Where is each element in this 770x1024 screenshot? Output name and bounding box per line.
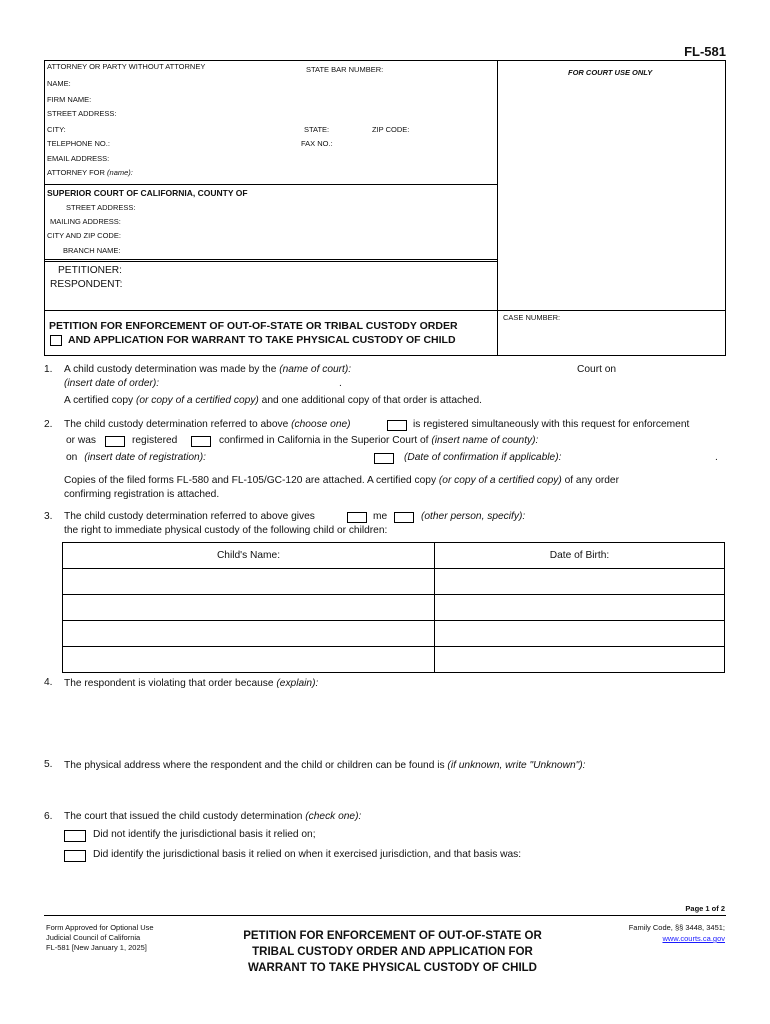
item2-copies-c: of any order: [564, 475, 619, 486]
item2-confirmed-checkbox[interactable]: [191, 436, 211, 447]
child-dob-cell[interactable]: [435, 621, 725, 647]
item2-confirm-date-hint: (Date of confirmation if applicable):: [404, 452, 562, 463]
name-label: NAME:: [47, 79, 71, 88]
form-id: FL-581: [684, 44, 726, 59]
item2-copies-b: (or copy of a certified copy): [438, 475, 562, 486]
item1-copy-a: A certified copy: [64, 395, 134, 406]
footer-approved-2: Judicial Council of California: [46, 933, 141, 942]
item2-copies-a: Copies of the filed forms FL-580 and FL-105/GC-120 are attached. A certified copy: [64, 475, 437, 486]
footer-approved-1: Form Approved for Optional Use: [46, 923, 154, 932]
item5-lead: The physical address where the respondent and the child or children can be found is: [64, 760, 445, 771]
child-dob-header: Date of Birth:: [435, 543, 725, 569]
item3-me-label: me: [373, 511, 388, 522]
caption-right-border: [725, 60, 726, 356]
item6-lead: The court that issued the child custody determination: [64, 811, 303, 822]
item6-hint: (check one):: [305, 811, 362, 822]
item2-copies-d: confirming registration is attached.: [64, 489, 220, 500]
form-title-line1: PETITION FOR ENFORCEMENT OF OUT-OF-STATE OR TRIBAL CUSTODY ORDER: [49, 320, 458, 332]
footer-title-line3: WARRANT TO TAKE PHYSICAL CUSTODY OF CHILD: [247, 962, 537, 974]
court-street-label: STREET ADDRESS:: [66, 203, 136, 212]
attorney-label: ATTORNEY OR PARTY WITHOUT ATTORNEY: [47, 62, 206, 71]
title-checkbox[interactable]: [50, 335, 62, 346]
attorney-for-text: ATTORNEY FOR: [47, 168, 105, 177]
item1-date-hint: (insert date of order):: [64, 378, 160, 389]
item2-text-b: is registered simultaneously with this request for enforcement: [413, 419, 690, 430]
item1-period: .: [339, 378, 342, 389]
child-name-header: Child's Name:: [63, 543, 435, 569]
item5-hint: (if unknown, write "Unknown"):: [447, 760, 586, 771]
footer-approved-3: FL-581 [New January 1, 2025]: [46, 943, 147, 952]
item2-registered-label: registered: [132, 435, 178, 446]
item2-number: 2.: [44, 419, 53, 430]
item2-period: .: [715, 452, 718, 463]
parties-divider: [44, 310, 726, 311]
item3-other-hint: (other person, specify):: [421, 511, 526, 522]
attorney-section-divider: [44, 184, 497, 185]
footer-website-link[interactable]: www.courts.ca.gov: [662, 934, 725, 943]
city-label: CITY:: [47, 125, 66, 134]
item3-text-a: The child custody determination referred to above gives: [64, 511, 315, 522]
item4-hint: (explain):: [276, 678, 319, 689]
item3-me-checkbox[interactable]: [347, 512, 367, 523]
item4-text: [64, 678, 318, 689]
item6-opt2-checkbox[interactable]: [64, 850, 86, 862]
child-dob-cell[interactable]: [435, 647, 725, 673]
court-section-divider: [44, 259, 497, 260]
caption-left-border: [44, 60, 45, 356]
item4-number: 4.: [44, 677, 53, 688]
footer-rule: [44, 915, 726, 916]
court-use-label: FOR COURT USE ONLY: [568, 68, 653, 77]
street-label: STREET ADDRESS:: [47, 109, 117, 118]
children-table: [62, 542, 725, 673]
item1-court-hint: (name of court):: [279, 364, 352, 375]
state-bar-label: STATE BAR NUMBER:: [306, 65, 384, 74]
table-row: [63, 647, 725, 673]
item3-text-b: the right to immediate physical custody of the following child or children:: [64, 525, 388, 536]
item1-text: [64, 364, 351, 375]
item5-text: [64, 760, 585, 771]
respondent-label: RESPONDENT:: [50, 279, 123, 290]
table-row: [63, 569, 725, 595]
fax-label: FAX NO.:: [301, 139, 333, 148]
item2-confirmed-label: confirmed in California in the Superior Court of: [219, 435, 429, 446]
email-label: EMAIL ADDRESS:: [47, 154, 110, 163]
table-row: [63, 595, 725, 621]
item6-number: 6.: [44, 811, 53, 822]
court-branch-label: BRANCH NAME:: [63, 246, 121, 255]
item1-court-on: Court on: [577, 364, 617, 375]
item1-copy-b: (or copy of a certified copy): [135, 395, 259, 406]
court-section-divider-2: [44, 261, 497, 262]
item2-confirmation-checkbox[interactable]: [374, 453, 394, 464]
caption-top-border: [44, 60, 726, 61]
petitioner-label: PETITIONER:: [58, 265, 122, 276]
item2-on: on: [66, 452, 78, 463]
item2-copies: [64, 475, 619, 486]
item2-text-a: [64, 419, 351, 430]
page-number: Page 1 of 2: [685, 904, 725, 913]
attorney-for-hint: (name):: [107, 168, 133, 177]
item2-lead: The child custody determination referred to above: [64, 419, 289, 430]
footer-family-code: Family Code, §§ 3448, 3451;: [628, 923, 725, 932]
caption-bottom-border: [44, 355, 726, 356]
court-use-divider: [497, 60, 498, 356]
item6-opt1-label: Did not identify the jurisdictional basis it relied on;: [93, 829, 316, 840]
item6-opt1-checkbox[interactable]: [64, 830, 86, 842]
item2-simultaneous-checkbox[interactable]: [387, 420, 407, 431]
item6-text: [64, 811, 361, 822]
court-mailing-label: MAILING ADDRESS:: [50, 217, 121, 226]
form-title-line2: AND APPLICATION FOR WARRANT TO TAKE PHYSICAL CUSTODY OF CHILD: [68, 334, 456, 346]
court-title: SUPERIOR COURT OF CALIFORNIA, COUNTY OF: [47, 188, 248, 198]
item1-lead: A child custody determination was made by the: [64, 364, 277, 375]
item2-county-hint: (insert name of county):: [431, 435, 539, 446]
item2-confirmed-text: [219, 435, 538, 446]
item2-reg-date-hint: (insert date of registration):: [84, 452, 206, 463]
item1-number: 1.: [44, 364, 53, 375]
attorney-for-label: [47, 168, 133, 177]
item2-or-was: or was: [66, 435, 97, 446]
item6-opt2-label: Did identify the jurisdictional basis it relied on when it exercised jurisdiction, and that basis was:: [93, 849, 522, 860]
footer-title-line1: PETITION FOR ENFORCEMENT OF OUT-OF-STATE OR: [243, 930, 542, 942]
child-dob-cell[interactable]: [435, 595, 725, 621]
item2-choose: (choose one): [291, 419, 351, 430]
footer-title-line2: TRIBAL CUSTODY ORDER AND APPLICATION FOR: [252, 946, 533, 958]
table-row: [63, 621, 725, 647]
telephone-label: TELEPHONE NO.:: [47, 139, 110, 148]
child-name-cell[interactable]: [63, 569, 435, 595]
children-table-header: [63, 543, 725, 569]
state-label: STATE:: [304, 125, 330, 134]
item1-copy: [64, 395, 482, 406]
item5-number: 5.: [44, 759, 53, 770]
firm-label: FIRM NAME:: [47, 95, 92, 104]
case-number-label: CASE NUMBER:: [503, 313, 561, 322]
child-name-cell[interactable]: [63, 595, 435, 621]
zip-label: ZIP CODE:: [372, 125, 410, 134]
footer-title: [200, 928, 585, 976]
item3-number: 3.: [44, 511, 53, 522]
court-city-zip-label: CITY AND ZIP CODE:: [47, 231, 121, 240]
item4-lead: The respondent is violating that order because: [64, 678, 274, 689]
item1-copy-c: and one additional copy of that order is attached.: [261, 395, 482, 406]
child-name-cell[interactable]: [63, 647, 435, 673]
item2-registered-checkbox[interactable]: [105, 436, 125, 447]
child-name-cell[interactable]: [63, 621, 435, 647]
item2-on-line: [66, 452, 206, 463]
item3-other-checkbox[interactable]: [394, 512, 414, 523]
child-dob-cell[interactable]: [435, 569, 725, 595]
